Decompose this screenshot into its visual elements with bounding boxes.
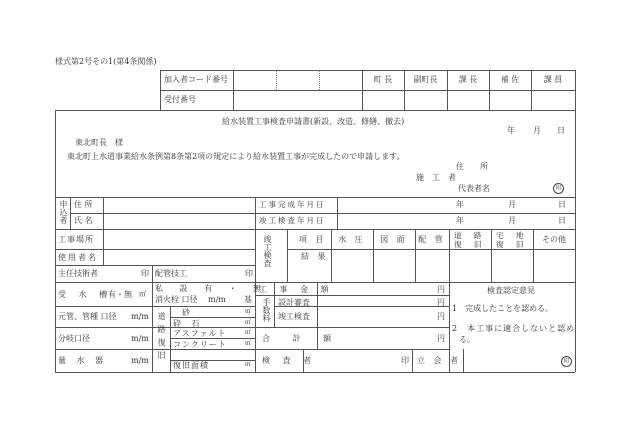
- total-currency: 円: [437, 334, 445, 343]
- completion-year: 年: [456, 200, 464, 209]
- col-road-restoration: 道 路 復 旧: [454, 231, 487, 249]
- approver-staff: 課 員: [543, 75, 563, 84]
- witness-input[interactable]: [464, 350, 575, 372]
- chief-engineer-seal: 印: [141, 269, 149, 278]
- opinion-title: 検査認定意見: [487, 286, 535, 295]
- road-asphalt-unit: ㎡: [245, 329, 252, 336]
- inspection-date-label: 竣工検査年月日: [259, 216, 326, 225]
- opinion-option-2-cont: る。: [459, 335, 475, 344]
- hydrant-size-label: 消火栓 口径: [155, 295, 198, 304]
- result-drawings[interactable]: [374, 250, 415, 282]
- inspection-group-label: 竣工検査: [263, 235, 272, 267]
- approver-deputy-mayor: 副町長: [413, 75, 438, 84]
- pipe-technician-seal: 印: [245, 269, 253, 278]
- road-gravel-unit: ㎡: [245, 319, 252, 326]
- applicant-address-label: 住 所: [74, 200, 93, 209]
- water-tank-choice[interactable]: 有・無: [108, 290, 132, 299]
- applicant-name-input[interactable]: [104, 214, 255, 229]
- stamp-box-staff[interactable]: [532, 91, 575, 110]
- opinion-option-1[interactable]: 1 完成したことを認める。: [452, 304, 554, 313]
- completion-month: 月: [508, 200, 516, 209]
- completion-inspection-fee-currency: 円: [437, 312, 445, 321]
- opinion-option-2[interactable]: 2 本工事に適合しないと認め: [452, 324, 576, 333]
- road-asphalt-label: アスファルト: [173, 329, 227, 338]
- inspection-item-label: 項 目: [299, 235, 327, 244]
- water-meter-label: 量 水 器: [58, 356, 108, 365]
- road-concrete-label: コンクリート: [173, 340, 227, 349]
- construction-amount-input[interactable]: [318, 283, 449, 295]
- inspection-date-input[interactable]: [338, 214, 575, 229]
- approver-mayor: 町 長: [373, 75, 393, 84]
- seal-icon: 印: [561, 356, 572, 367]
- total-input[interactable]: [318, 328, 449, 349]
- applicant-name-label: 氏 名: [74, 216, 93, 225]
- col-other: その他: [542, 235, 566, 244]
- fee-group-label: 手数料: [262, 298, 271, 322]
- completion-date-label: 工事完成年月日: [259, 200, 326, 209]
- receipt-input[interactable]: [234, 91, 362, 110]
- pipe-technician-label: 配管技工: [155, 269, 187, 278]
- header-year: 年: [507, 126, 515, 135]
- branch-size-unit: m/m: [131, 334, 149, 343]
- applicant-group-label: 申込者: [59, 200, 68, 224]
- col-drawings: 図 面: [380, 235, 408, 244]
- road-sand-unit: ㎡: [245, 308, 252, 315]
- main-pipe-unit: m/m: [131, 312, 149, 321]
- approver-assistant: 補 佐: [500, 75, 520, 84]
- total-label: 合 計 額: [262, 334, 342, 343]
- water-meter-unit: m/m: [131, 356, 149, 365]
- water-tank-label: 受 水 槽: [58, 290, 113, 299]
- road-area-label: 復旧面積: [173, 361, 209, 370]
- header-month: 月: [533, 126, 541, 135]
- road-area-unit: ㎡: [245, 361, 252, 368]
- construction-amount-currency: 円: [437, 285, 445, 294]
- branch-size-label: 分岐口径: [58, 334, 90, 343]
- form-title: 給水装置工事検査申請書(新設、改造、修繕、撤去): [222, 117, 405, 126]
- inspection-month: 月: [508, 216, 516, 225]
- chief-engineer-label: 主任技術者: [58, 269, 98, 278]
- addressee: 東北町長 様: [75, 138, 123, 147]
- completion-inspection-fee-label: 竣工検査: [278, 312, 310, 321]
- statement: 東北町上水道事業給水条例第8条第2項の規定により給水装置工事が完成したので申請します。: [67, 152, 405, 161]
- result-piping[interactable]: [416, 250, 449, 282]
- stamp-box-section-chief[interactable]: [448, 91, 489, 110]
- construction-amount-label: 工 事 金 額: [259, 285, 334, 294]
- road-gravel-label: 砕 石: [173, 319, 204, 328]
- approver-section-chief: 課 長: [458, 75, 478, 84]
- completion-date-input[interactable]: [338, 198, 575, 213]
- inspection-result-label: 結 果: [301, 252, 329, 261]
- result-other[interactable]: [534, 250, 575, 282]
- road-concrete-unit: ㎡: [245, 340, 252, 347]
- design-review-label: 設計審査: [278, 298, 310, 307]
- inspector-seal: 印: [401, 356, 409, 365]
- inspector-label: 検 査 者: [262, 356, 317, 365]
- road-sand-label: 砂: [182, 308, 190, 317]
- site-location-input[interactable]: [104, 230, 255, 249]
- completion-day: 日: [558, 200, 566, 209]
- code-input[interactable]: [234, 71, 362, 90]
- contractor-address-label: 住 所: [456, 162, 488, 171]
- result-land-restoration[interactable]: [492, 250, 533, 282]
- site-location-label: 工事場所: [58, 235, 94, 244]
- result-water-pressure[interactable]: [332, 250, 373, 282]
- col-land-restoration: 宅 地 復 旧: [496, 231, 529, 249]
- hydrant-line1[interactable]: 私 設 有 ・ 無: [155, 284, 269, 293]
- inspection-year: 年: [456, 216, 464, 225]
- receipt-label: 受付番号: [164, 95, 196, 104]
- stamp-box-mayor[interactable]: [363, 91, 404, 110]
- representative-label: 代表者名: [458, 184, 490, 193]
- col-piping: 配 管: [418, 235, 446, 244]
- completion-inspection-fee-input[interactable]: [318, 307, 449, 327]
- design-review-input[interactable]: [318, 296, 449, 306]
- header-day: 日: [557, 126, 565, 135]
- contractor-label: 施 工 者: [416, 173, 456, 182]
- stamp-box-assistant[interactable]: [490, 91, 531, 110]
- result-road-restoration[interactable]: [450, 250, 491, 282]
- road-restore-group-label: 道路復旧: [157, 312, 166, 364]
- stamp-box-deputy-mayor[interactable]: [405, 91, 447, 110]
- water-tank-unit: ㎥: [139, 290, 146, 298]
- seal-icon: 印: [553, 183, 564, 194]
- inspection-day: 日: [558, 216, 566, 225]
- main-pipe-label: 元管、管種 口径: [58, 312, 117, 321]
- design-review-currency: 円: [437, 298, 445, 307]
- hydrant-size-unit: m/m: [208, 295, 226, 304]
- code-label: 加入者コード番号: [164, 75, 228, 84]
- user-name-label: 使用者名: [58, 253, 98, 262]
- user-name-input[interactable]: [104, 250, 255, 265]
- col-water-pressure: 水 圧: [338, 235, 366, 244]
- inspector-input[interactable]: [304, 350, 412, 372]
- hydrant-count-unit: 基: [244, 295, 252, 304]
- applicant-address-input[interactable]: [104, 198, 255, 213]
- witness-label: 立 会 者: [417, 356, 462, 365]
- form-id: 様式第2号その1(第4条関係): [55, 57, 157, 66]
